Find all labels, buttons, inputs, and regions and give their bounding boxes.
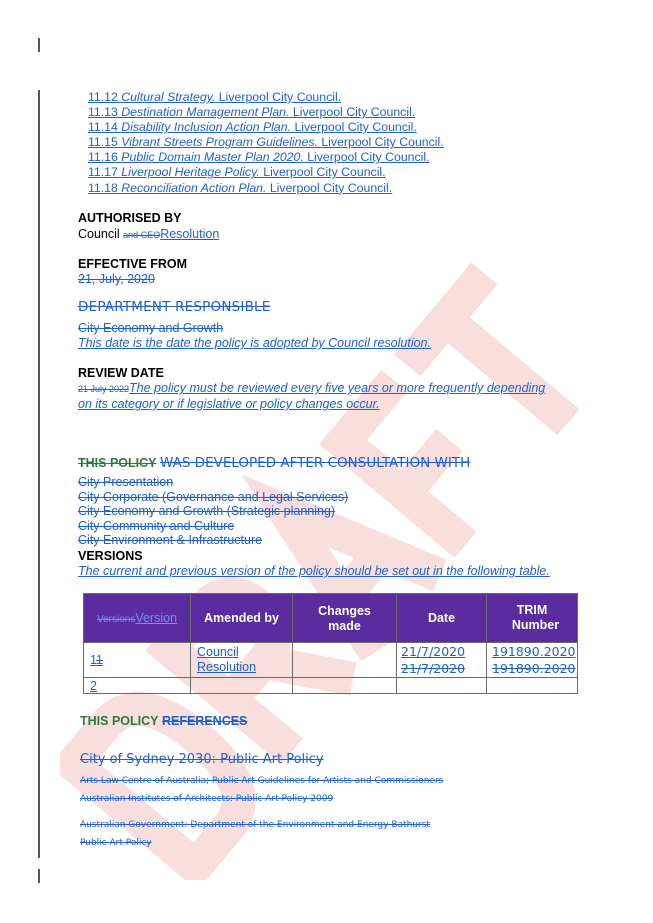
revision-bar xyxy=(38,38,40,52)
table-cell xyxy=(293,643,397,678)
table-cell xyxy=(293,678,397,694)
list-item: City Economy and Growth (Strategic planning) xyxy=(78,504,336,519)
deleted-text: and CEO xyxy=(123,230,161,240)
department-value: City Economy and Growth xyxy=(78,321,224,335)
column-header: Changes made xyxy=(293,594,397,643)
versions-table xyxy=(83,593,578,694)
revision-bar xyxy=(38,869,40,883)
reference-item: Australian Government: Department of the Environment and Energy Bathurst xyxy=(80,820,430,830)
effective-from-value: 21, July, 2020 xyxy=(78,272,155,286)
list-item: City Presentation xyxy=(78,475,174,489)
review-date-heading: REVIEW DATE xyxy=(78,366,164,380)
authorised-by-value: Council and CEOResolution xyxy=(78,227,220,241)
column-header: Amended by xyxy=(191,594,293,643)
list-item[interactable]: 11.18 Reconciliation Action Plan. Liverpool City Council. xyxy=(88,180,393,195)
department-heading: DEPARTMENT RESPONSIBLE xyxy=(78,299,271,315)
table-cell xyxy=(397,678,487,694)
deleted-text: 21 July 2022 xyxy=(78,384,130,394)
table-header-row xyxy=(84,594,578,643)
authorised-by-heading: AUTHORISED BY xyxy=(78,211,182,225)
versions-heading: VERSIONS xyxy=(78,549,143,563)
related-documents-list xyxy=(88,90,444,196)
list-item[interactable]: 11.14 Disability Inclusion Action Plan. Liverpool City Council. xyxy=(88,120,417,135)
effective-from-heading: EFFECTIVE FROM xyxy=(78,257,188,271)
column-header: Date xyxy=(397,594,487,643)
inserted-text: The policy must be reviewed every five years or more frequently depending xyxy=(129,381,546,395)
versions-note: The current and previous version of the policy should be set out in the following table. xyxy=(78,564,550,578)
consultation-heading: THIS POLICY WAS DEVELOPED AFTER CONSULTATION WITH xyxy=(78,455,471,471)
column-header: TRIM Number xyxy=(487,594,578,643)
list-item[interactable]: 11.12 Cultural Strategy. Liverpool City Council. xyxy=(88,90,342,104)
table-cell: 2 xyxy=(84,678,191,694)
table-cell: 191890.2020 191890.2020 xyxy=(487,643,578,678)
inserted-text: on its category or if legislative or policy changes occur. xyxy=(78,397,380,411)
table-cell xyxy=(487,678,578,694)
table-row xyxy=(84,643,578,678)
consultation-list xyxy=(78,475,348,548)
table-cell[interactable]: Council Resolution xyxy=(191,643,293,678)
list-item[interactable]: 11.16 Public Domain Master Plan 2020. Liverpool City Council. xyxy=(88,150,430,165)
reference-item: Arts Law Centre of Australia; Public Art Guidelines for Artists and Commissioners xyxy=(80,776,444,786)
list-item[interactable]: 11.17 Liverpool Heritage Policy. Liverpool City Council. xyxy=(88,165,386,180)
list-item: City Corporate (Governance and Legal Services) xyxy=(78,489,349,504)
list-item[interactable]: 11.15 Vibrant Streets Program Guidelines. Liverpool City Council. xyxy=(88,135,444,150)
table-cell xyxy=(191,678,293,694)
list-item: City Community and Culture xyxy=(78,518,235,533)
table-cell: 11 xyxy=(84,643,191,678)
list-item: City Environment & Infrastructure xyxy=(78,533,263,548)
table-cell: 21/7/2020 21/7/2020 xyxy=(397,643,487,678)
inserted-text: Resolution xyxy=(160,227,220,241)
department-note: This date is the date the policy is adopted by Council resolution. xyxy=(78,336,431,350)
reference-item: Australian Institutes of Architects: Public Art Policy 2009 xyxy=(80,794,334,804)
list-item[interactable]: 11.13 Destination Management Plan. Liverpool City Council. xyxy=(88,105,416,120)
reference-item: City of Sydney 2030: Public Art Policy xyxy=(80,752,324,767)
reference-item: Public Art Policy xyxy=(80,838,152,848)
table-row xyxy=(84,678,578,694)
references-heading: THIS POLICY REFERENCES xyxy=(80,714,248,728)
column-header: VersionsVersion xyxy=(84,594,191,643)
review-date-value xyxy=(78,381,545,412)
revision-bar xyxy=(38,90,40,858)
